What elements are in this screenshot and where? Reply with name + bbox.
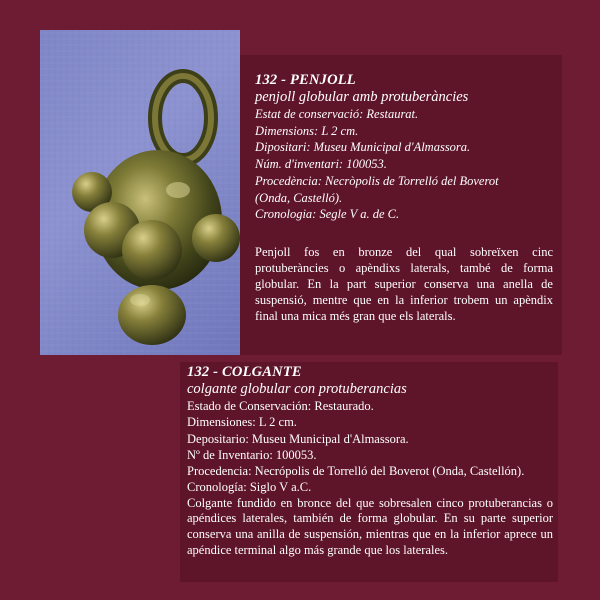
spanish-dimensions: Dimensiones: L 2 cm. (187, 415, 297, 430)
spanish-title: 132 - COLGANTE (187, 364, 302, 380)
spanish-conservation: Estado de Conservación: Restaurado. (187, 399, 374, 413)
bronze-pendant-image (40, 30, 240, 355)
catalan-subtitle: penjoll globular amb protuberàncies (255, 89, 469, 105)
catalan-header (255, 72, 555, 223)
catalan-description: Penjoll fos en bronze del qual sobreïxen cinc protuberàncies o apèndixs laterals, també de forma globular. En la part superior conserva una anella de suspensió, mentre que en la inferior trobem un apèndix final una mica més gran que els laterals. (255, 245, 553, 323)
spanish-text (187, 364, 553, 558)
spanish-inventory: Nº de Inventario: 100053. (187, 447, 317, 462)
catalan-inventory: Núm. d'inventari: 100053. (255, 157, 387, 172)
spanish-description: Colgante fundido en bronce del que sobresalen cinco protuberancias o apéndices laterales, también de forma globular. En su parte superior conserva una anilla de suspensión, mientras que en la inferior aprece un apéndice terminal algo más grande que los laterales. (187, 495, 553, 557)
catalan-depositary: Dipositari: Museu Municipal d'Almassora. (255, 140, 471, 155)
spanish-provenance: Procedencia: Necrópolis de Torrelló del Boverot (Onda, Castellón). (187, 464, 525, 479)
pendant-photo (40, 30, 240, 355)
spanish-chronology: Cronología: Siglo V a.C. (187, 480, 312, 495)
catalan-provenance: Procedència: Necròpolis de Torrelló del Boverot (255, 173, 499, 188)
catalan-conservation: Estat de conservació: Restaurat. (255, 107, 419, 121)
catalan-chronology: Cronologia: Segle V a. de C. (255, 207, 400, 222)
spanish-depositary: Depositario: Museu Municipal d'Almassora. (187, 431, 409, 446)
catalan-provenance-location: (Onda, Castelló). (255, 190, 343, 205)
catalan-title: 132 - PENJOLL (255, 72, 356, 88)
catalan-dimensions: Dimensions: L 2 cm. (255, 123, 359, 138)
spanish-subtitle: colgante globular con protuberancias (187, 381, 407, 397)
